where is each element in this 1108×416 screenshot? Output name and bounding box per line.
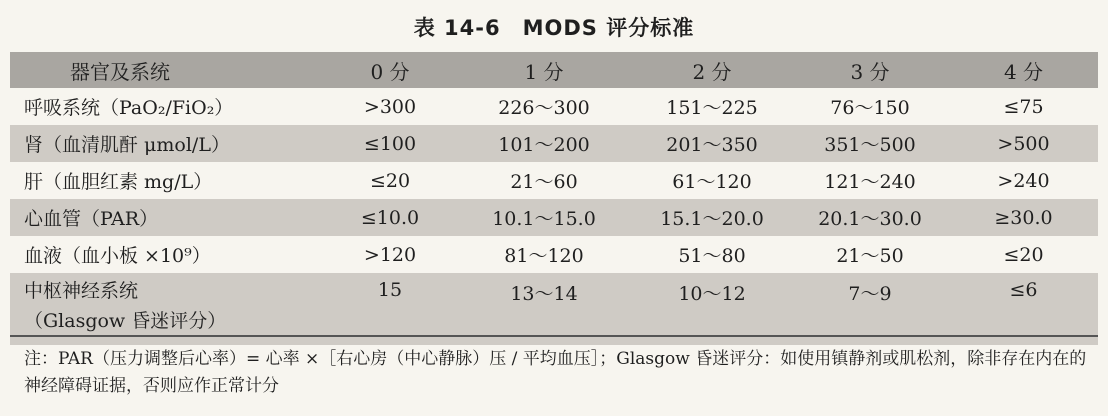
- table-row: [10, 162, 1098, 199]
- table-cell: 76～150: [830, 97, 910, 119]
- table-cell: ≤6: [1009, 279, 1038, 301]
- organ-label-line: （Glasgow 昏迷评分）: [24, 310, 227, 332]
- header-cell: 2 分: [692, 59, 732, 84]
- table-title: 表 14-6 MODS 评分标准: [413, 16, 695, 40]
- organ-label: 呼吸系统（PaO₂/FiO₂）: [24, 97, 234, 119]
- table-cell: ≤10.0: [360, 206, 420, 229]
- table-cell: 351～500: [824, 134, 916, 156]
- table-cell: 13～14: [510, 283, 578, 305]
- table-cell: 61～120: [672, 171, 752, 193]
- table-cell: >120: [363, 243, 417, 266]
- header-cell: 3 分: [850, 59, 890, 84]
- header-cell: 0 分: [370, 59, 410, 84]
- organ-label: 肝（血胆红素 mg/L）: [24, 171, 213, 193]
- table-cell: 51～80: [678, 245, 746, 267]
- header-cell: 1 分: [524, 59, 564, 84]
- table-row: [10, 88, 1098, 125]
- table-bottom-rule: [10, 335, 1098, 337]
- organ-label: [10, 273, 325, 336]
- table-cell: ≥30.0: [994, 206, 1053, 229]
- table-footnote: 注：PAR（压力调整后心率）= 心率 ×［右心房（中心静脉）压 / 平均血压］；Glasgow 昏迷评分：如使用镇静剂或肌松剂，除非存在内在的神经障碍证据，否则应作正常计分: [24, 349, 1087, 396]
- organ-label: 心血管（PAR）: [24, 208, 159, 230]
- organ-label: 肾（血清肌酐 μmol/L）: [24, 134, 230, 156]
- table-cell: >240: [997, 169, 1050, 192]
- header-cell: 器官及系统: [70, 59, 170, 84]
- table-cell: ≤75: [1003, 95, 1044, 118]
- table-cell: 20.1～30.0: [818, 208, 922, 230]
- table-cell: 21～60: [510, 171, 578, 193]
- table-header-row: [10, 52, 1098, 88]
- table-cell: 201～350: [666, 134, 758, 156]
- table-cell: ≤20: [369, 169, 411, 192]
- table-cell: 81～120: [504, 245, 584, 267]
- table-cell: 121～240: [824, 171, 916, 193]
- table-cell: 101～200: [498, 134, 590, 156]
- table-cell: 151～225: [666, 97, 758, 119]
- table-row: [10, 199, 1098, 236]
- table-cell: >300: [363, 95, 417, 118]
- table-row: [10, 125, 1098, 162]
- table-cell: 226～300: [498, 97, 590, 119]
- table-cell: >500: [997, 132, 1050, 155]
- table-cell: 10～12: [678, 283, 746, 305]
- mods-score-table: [10, 52, 1098, 345]
- header-cell: 4 分: [1003, 59, 1044, 84]
- organ-label-line: 中枢神经系统: [24, 280, 139, 302]
- table-cell: 10.1～15.0: [492, 208, 596, 230]
- table-cell: 21～50: [836, 245, 904, 267]
- table-cell: ≤20: [1003, 243, 1044, 266]
- table-cell: 15: [377, 279, 403, 301]
- table-cell: 7～9: [848, 283, 892, 305]
- table-cell: 15.1～20.0: [660, 208, 764, 230]
- table-cell: ≤100: [363, 132, 417, 155]
- organ-label: 血液（血小板 ×10⁹）: [24, 245, 211, 267]
- table-row: [10, 236, 1098, 273]
